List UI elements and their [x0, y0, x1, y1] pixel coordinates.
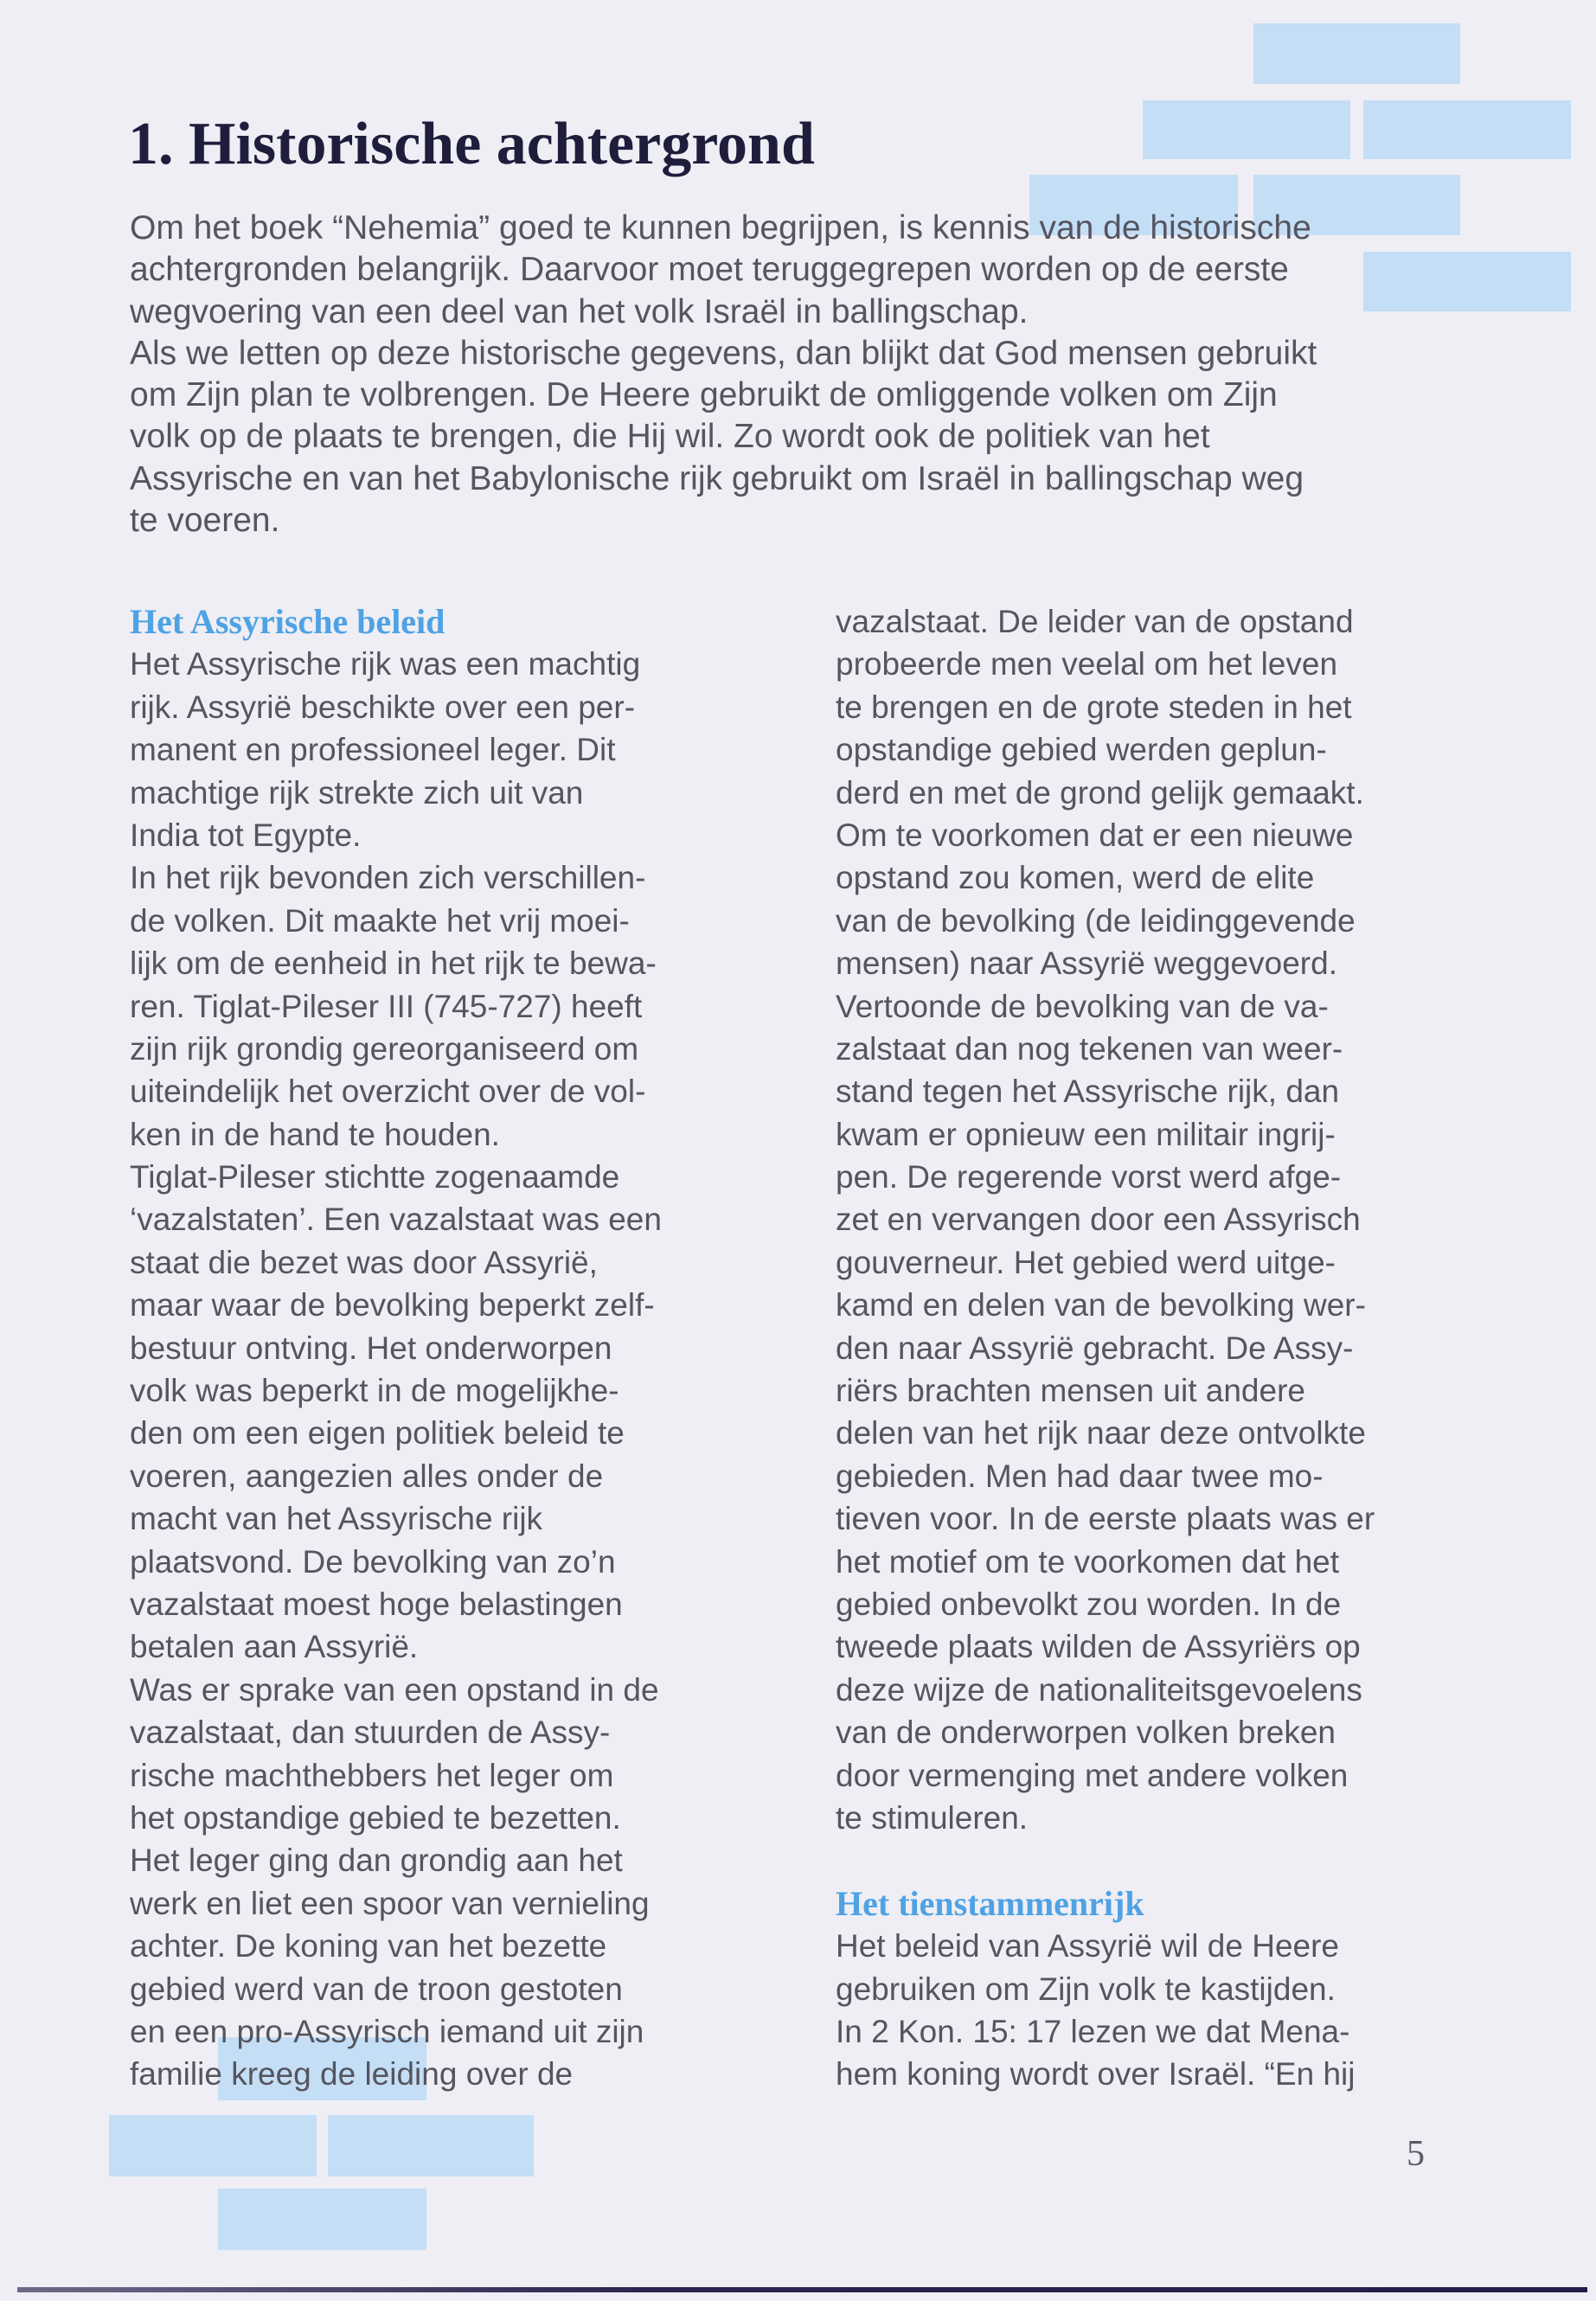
text-line: mensen) naar Assyrië weggevoerd.	[836, 945, 1337, 982]
text-line: ren. Tiglat-Pileser III (745-727) heeft	[130, 988, 643, 1024]
text-line: machtige rijk strekte zich uit van	[130, 774, 584, 811]
text-line: gebied werd van de troon gestoten	[130, 1971, 623, 2007]
text-line: gebied onbevolkt zou worden. In de	[836, 1586, 1342, 1622]
text-line: het motief om te voorkomen dat het	[836, 1543, 1340, 1580]
left-column	[130, 600, 662, 2096]
decorative-block	[1363, 100, 1571, 159]
text-line: ken in de hand te houden.	[130, 1116, 500, 1152]
text-line: betalen aan Assyrië.	[130, 1629, 419, 1665]
text-line: rijk. Assyrië beschikte over een per-	[130, 689, 636, 725]
blank-line	[836, 1839, 1375, 1881]
text-line: volk op de plaats te brengen, die Hij wil. Zo wordt ook de politiek van het	[130, 418, 1210, 456]
text-line: te stimuleren.	[836, 1799, 1029, 1836]
text-line: kamd en delen van de bevolking wer-	[836, 1287, 1366, 1324]
text-line: Het leger ging dan grondig aan het	[130, 1843, 623, 1879]
text-line: India tot Egypte.	[130, 817, 362, 853]
text-line: In 2 Kon. 15: 17 lezen we dat Mena-	[836, 2013, 1350, 2049]
text-line: zijn rijk grondig gereorganiseerd om	[130, 1030, 639, 1067]
text-line: manent en professioneel leger. Dit	[130, 732, 616, 768]
text-line: derd en met de grond gelijk gemaakt.	[836, 774, 1364, 811]
text-line: pen. De regerende vorst werd afge-	[836, 1159, 1342, 1195]
intro-paragraph	[130, 208, 1317, 542]
text-line: gebieden. Men had daar twee mo-	[836, 1458, 1324, 1494]
page-title: 1. Historische achtergrond	[128, 111, 815, 177]
text-line: Vertoonde de bevolking van de va-	[836, 988, 1329, 1024]
text-line: van de onderworpen volken breken	[836, 1715, 1336, 1751]
text-line: vazalstaat moest hoge belastingen	[130, 1586, 623, 1622]
text-line: opstand zou komen, werd de elite	[836, 860, 1315, 896]
text-line: gouverneur. Het gebied werd uitge-	[836, 1244, 1336, 1280]
decorative-block	[218, 2189, 426, 2250]
text-line: In het rijk bevonden zich verschillen-	[130, 860, 646, 896]
text-line: opstandige gebied werden geplun-	[836, 732, 1327, 768]
text-line: Was er sprake van een opstand in de	[130, 1671, 659, 1708]
text-line: werk en liet een spoor van vernieling	[130, 1885, 650, 1921]
text-line: van de bevolking (de leidinggevende	[836, 902, 1356, 939]
text-line: den om een eigen politiek beleid te	[130, 1415, 625, 1452]
text-line: zalstaat dan nog tekenen van weer-	[836, 1030, 1343, 1067]
text-line: vazalstaat. De leider van de opstand	[836, 604, 1354, 639]
text-line: Als we letten op deze historische gegevens, dan blijkt dat God mensen gebruikt	[130, 334, 1317, 372]
text-line: volk was beperkt in de mogelijkhe-	[130, 1373, 619, 1409]
text-line: en een pro-Assyrisch iemand uit zijn	[130, 2013, 644, 2049]
page-number: 5	[1407, 2134, 1425, 2174]
section-heading-assyrische-beleid: Het Assyrische beleid	[130, 602, 445, 641]
right-column	[836, 600, 1375, 2096]
text-line: te voeren.	[130, 502, 280, 540]
text-line: den naar Assyrië gebracht. De Assy-	[836, 1330, 1354, 1366]
text-line: wegvoering van een deel van het volk Israël in ballingschap.	[130, 292, 1029, 330]
text-line: riërs brachten mensen uit andere	[836, 1373, 1305, 1409]
text-line: voeren, aangezien alles onder de	[130, 1458, 604, 1494]
decorative-block	[1253, 23, 1460, 84]
decorative-block	[109, 2115, 317, 2176]
text-line: maar waar de bevolking beperkt zelf-	[130, 1287, 655, 1324]
section-heading-tienstammenrijk: Het tienstammenrijk	[836, 1883, 1144, 1923]
text-line: gebruiken om Zijn volk te kastijden.	[836, 1971, 1336, 2007]
text-line: stand tegen het Assyrische rijk, dan	[836, 1074, 1340, 1110]
text-line: lijk om de eenheid in het rijk te bewa-	[130, 945, 657, 982]
text-line: probeerde men veelal om het leven	[836, 646, 1338, 683]
decorative-block	[1143, 100, 1350, 159]
text-line: Om te voorkomen dat er een nieuwe	[836, 817, 1354, 853]
text-line: Het beleid van Assyrië wil de Heere	[836, 1928, 1340, 1965]
text-line: achter. De koning van het bezette	[130, 1928, 607, 1965]
text-line: tieven voor. In de eerste plaats was er	[836, 1501, 1375, 1537]
text-line: familie kreeg de leiding over de	[130, 2056, 574, 2093]
text-line: vazalstaat, dan stuurden de Assy-	[130, 1715, 611, 1751]
text-line: Tiglat-Pileser stichtte zogenaamde	[130, 1159, 620, 1195]
text-line: Het Assyrische rijk was een machtig	[130, 646, 641, 683]
decorative-block	[328, 2115, 534, 2176]
text-line: door vermenging met andere volken	[836, 1757, 1349, 1793]
text-line: delen van het rijk naar deze ontvolkte	[836, 1415, 1366, 1452]
text-line: uiteindelijk het overzicht over de vol-	[130, 1074, 646, 1110]
text-line: achtergronden belangrijk. Daarvoor moet teruggegrepen worden op de eerste	[130, 251, 1289, 289]
text-line: te brengen en de grote steden in het	[836, 689, 1352, 725]
text-line: rische machthebbers het leger om	[130, 1757, 614, 1793]
text-line: deze wijze de nationaliteitsgevoelens	[836, 1671, 1362, 1708]
page-edge-divider	[17, 2287, 1587, 2292]
text-line: tweede plaats wilden de Assyriërs op	[836, 1629, 1361, 1665]
text-line: om Zijn plan te volbrengen. De Heere gebruikt de omliggende volken om Zijn	[130, 376, 1278, 414]
text-line: het opstandige gebied te bezetten.	[130, 1799, 621, 1836]
decorative-block	[1363, 252, 1571, 311]
text-line: kwam er opnieuw een militair ingrij-	[836, 1116, 1336, 1152]
text-line: macht van het Assyrische rijk	[130, 1501, 543, 1537]
text-line: Om het boek “Nehemia” goed te kunnen begrijpen, is kennis van de historische	[130, 209, 1311, 247]
text-line: Assyrische en van het Babylonische rijk gebruikt om Israël in ballingschap weg	[130, 459, 1304, 497]
text-line: ‘vazalstaten’. Een vazalstaat was een	[130, 1202, 662, 1238]
text-line: hem koning wordt over Israël. “En hij	[836, 2056, 1356, 2093]
text-line: zet en vervangen door een Assyrisch	[836, 1202, 1361, 1238]
text-line: bestuur ontving. Het onderworpen	[130, 1330, 612, 1366]
text-line: staat die bezet was door Assyrië,	[130, 1244, 598, 1280]
text-line: de volken. Dit maakte het vrij moei-	[130, 902, 630, 939]
text-line: plaatsvond. De bevolking van zo’n	[130, 1543, 616, 1580]
